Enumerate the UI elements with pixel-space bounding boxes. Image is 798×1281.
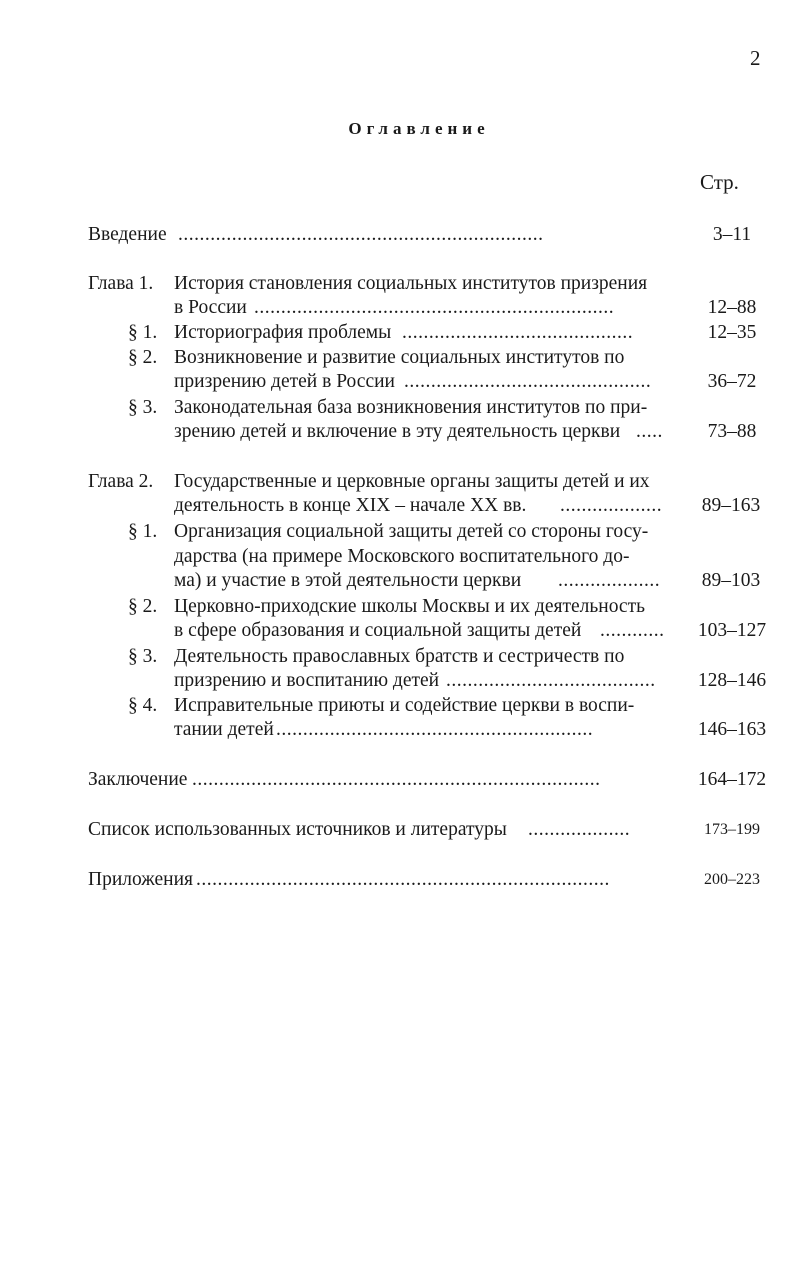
pages-column-header: Стр. [700, 170, 739, 194]
toc-entry-text: в России [174, 297, 247, 318]
leader-dots: ................... [558, 570, 661, 591]
section-label: § 2. [128, 347, 158, 368]
section-label: § 2. [128, 596, 158, 617]
page-range: 89–103 [701, 570, 761, 591]
toc-entry-text: Историография проблемы [174, 322, 392, 343]
leader-dots: ........................................... [402, 322, 634, 343]
toc-entry-text: Список использованных источников и литературы [88, 819, 507, 840]
page-range: 3–11 [712, 224, 752, 245]
page-title: Оглавление [348, 119, 490, 138]
page-range: 12–88 [707, 297, 757, 318]
leader-dots: .................................................................... [178, 224, 544, 245]
toc-entry-text: дарства (на примере Московского воспитательного до- [174, 546, 630, 567]
toc-entry-text: призрению детей в России [174, 371, 395, 392]
toc-entry-text: ма) и участие в этой деятельности церкви [174, 570, 522, 591]
page-range: 128–146 [697, 670, 767, 691]
toc-entry-text: Введение [88, 224, 167, 245]
leader-dots: ................... [560, 495, 663, 516]
leader-dots: ..... [636, 421, 663, 442]
page-range: 164–172 [697, 769, 767, 790]
page-range: 146–163 [697, 719, 767, 740]
leader-dots: ....................................... [446, 670, 656, 691]
leader-dots: ........................................................... [276, 719, 594, 740]
toc-entry-text: Приложения [88, 869, 193, 890]
page-range: 12–35 [707, 322, 757, 343]
chapter-label: Глава 1. [88, 273, 154, 294]
toc-entry-text: Законодательная база возникновения институтов по при- [174, 397, 648, 418]
toc-entry-text: История становления социальных институтов призрения [174, 273, 648, 294]
toc-entry-text: деятельность в конце XIX – начале XX вв. [174, 495, 527, 516]
chapter-label: Глава 2. [88, 471, 154, 492]
section-label: § 4. [128, 695, 158, 716]
toc-entry-text: Деятельность православных братств и сестричеств по [174, 646, 625, 667]
leader-dots: .............................................. [404, 371, 652, 392]
toc-entry-text: тании детей [174, 719, 274, 740]
toc-entry-text: в сфере образования и социальной защиты детей [174, 620, 582, 641]
page-range: 173–199 [704, 821, 760, 838]
leader-dots: ............ [600, 620, 665, 641]
toc-entry-text: Организация социальной защиты детей со стороны госу- [174, 521, 649, 542]
section-label: § 1. [128, 322, 158, 343]
toc-entry-text: Исправительные приюты и содействие церкви в воспи- [174, 695, 635, 716]
leader-dots: ............................................................................. [196, 869, 610, 890]
toc-entry-text: Церковно-приходские школы Москвы и их деятельность [174, 596, 645, 617]
page-range: 36–72 [707, 371, 757, 392]
page-range: 89–163 [701, 495, 761, 516]
section-label: § 1. [128, 521, 158, 542]
page-number: 2 [750, 46, 761, 70]
page-range: 103–127 [697, 620, 767, 641]
toc-entry-text: Заключение [88, 769, 188, 790]
section-label: § 3. [128, 397, 158, 418]
leader-dots: ................................................................... [254, 297, 615, 318]
toc-entry-text: Возникновение и развитие социальных институтов по [174, 347, 625, 368]
toc-entry-text: призрению и воспитанию детей [174, 670, 440, 691]
page-range: 73–88 [707, 421, 757, 442]
page-range: 200–223 [704, 871, 760, 888]
section-label: § 3. [128, 646, 158, 667]
toc-entry-text: зрению детей и включение в эту деятельность церкви [174, 421, 621, 442]
leader-dots: ............................................................................ [192, 769, 601, 790]
toc-entry-text: Государственные и церковные органы защиты детей и их [174, 471, 650, 492]
leader-dots: ................... [528, 819, 631, 840]
